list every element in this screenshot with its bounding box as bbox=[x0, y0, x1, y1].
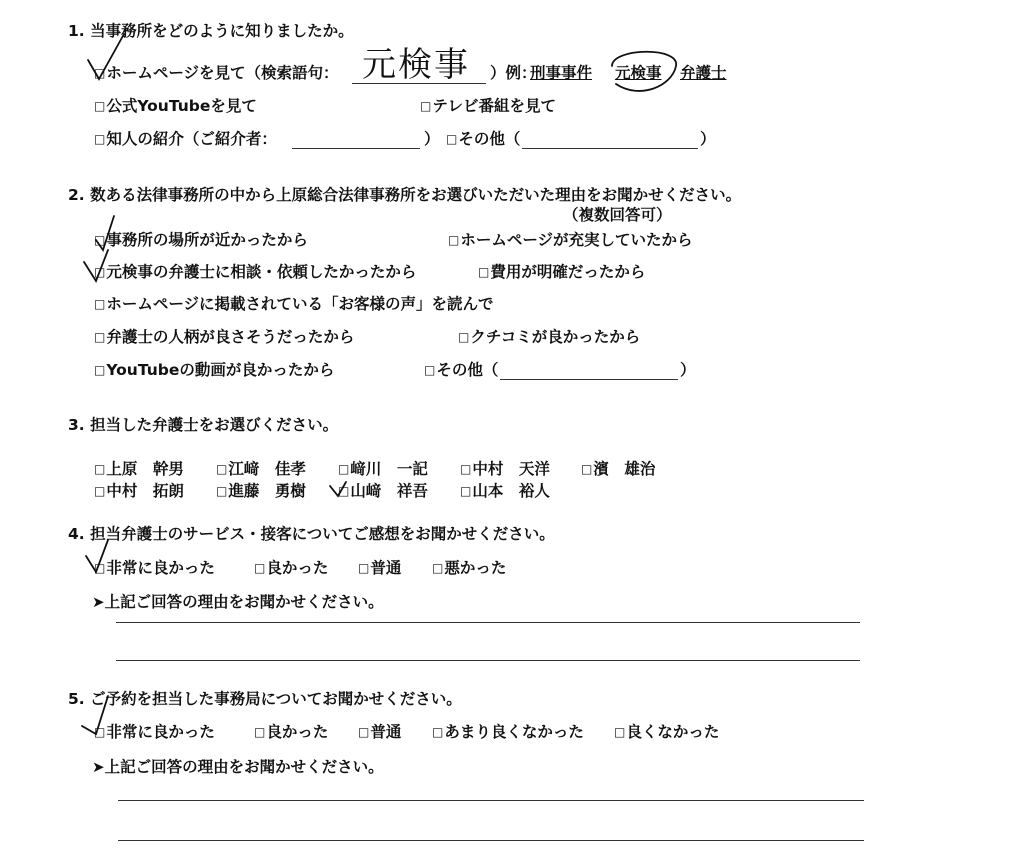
q4-reason-line-2[interactable] bbox=[116, 660, 860, 661]
q3-lawyer-option[interactable] bbox=[94, 462, 184, 478]
checkbox[interactable]: □ bbox=[94, 265, 106, 279]
q3-lawyer-option[interactable] bbox=[94, 484, 184, 500]
q1-example-2: 元検事 bbox=[615, 64, 662, 82]
q1-option-referral[interactable] bbox=[94, 132, 277, 148]
option-label: 弁護士の人柄が良さそうだったから bbox=[106, 328, 355, 346]
q3-title: 3. 担当した弁護士をお選びください。 bbox=[68, 416, 339, 434]
checkbox[interactable]: □ bbox=[424, 363, 436, 377]
option-label: 非常に良かった bbox=[106, 723, 215, 741]
checkbox[interactable]: □ bbox=[432, 561, 444, 575]
q4-reason-line-1[interactable] bbox=[116, 622, 860, 623]
q2-other-close: ） bbox=[680, 361, 696, 379]
q4-option[interactable] bbox=[358, 561, 401, 577]
option-label: 良かった bbox=[266, 723, 329, 741]
q2-title: 2. 数ある法律事務所の中から上原総合法律事務所をお選びいただいた理由をお聞かせください。 bbox=[68, 186, 742, 204]
lawyer-name: 﨑川 一記 bbox=[350, 460, 428, 478]
q2-option-testimonials[interactable] bbox=[94, 297, 494, 313]
lawyer-name: 中村 拓朗 bbox=[106, 482, 184, 500]
lawyer-name: 中村 天洋 bbox=[472, 460, 550, 478]
q5-reason-line-1[interactable] bbox=[118, 800, 864, 801]
option-label: ホームページに掲載されている「お客様の声」を読んで bbox=[106, 295, 494, 313]
option-label: 公式YouTubeを見て bbox=[106, 97, 257, 115]
option-label: 事務所の場所が近かったから bbox=[106, 231, 308, 249]
q4-option[interactable] bbox=[94, 561, 215, 577]
checkbox[interactable]: □ bbox=[94, 561, 106, 575]
checkbox[interactable]: □ bbox=[338, 484, 350, 498]
lawyer-name: 進藤 勇樹 bbox=[228, 482, 306, 500]
option-label: 費用が明確だったから bbox=[490, 263, 646, 281]
q3-lawyer-option[interactable] bbox=[581, 462, 655, 478]
q2-note: （複数回答可） bbox=[563, 206, 672, 224]
option-label: 元検事の弁護士に相談・依頼したかったから bbox=[106, 263, 417, 281]
q5-option[interactable] bbox=[254, 725, 328, 741]
q2-option-homepage-full[interactable] bbox=[448, 233, 693, 249]
arrow-icon: ➤ bbox=[92, 593, 105, 611]
checkbox[interactable]: □ bbox=[458, 330, 470, 344]
checkbox[interactable]: □ bbox=[432, 725, 444, 739]
search-term-underline bbox=[352, 83, 486, 84]
checkbox[interactable]: □ bbox=[94, 66, 106, 80]
q4-reason-prompt bbox=[92, 595, 384, 611]
checkbox[interactable]: □ bbox=[446, 132, 458, 146]
option-label: あまり良くなかった bbox=[444, 723, 584, 741]
q5-reason-line-2[interactable] bbox=[118, 840, 864, 841]
lawyer-name: 山本 裕人 bbox=[472, 482, 550, 500]
checkbox[interactable]: □ bbox=[358, 725, 370, 739]
q4-title: 4. 担当弁護士のサービス・接客についてご感想をお聞かせください。 bbox=[68, 525, 555, 543]
q1-title: 1. 当事務所をどのように知りましたか。 bbox=[68, 22, 354, 40]
checkbox[interactable]: □ bbox=[94, 233, 106, 247]
q3-lawyer-option[interactable] bbox=[216, 462, 306, 478]
q5-reason-prompt bbox=[92, 760, 384, 776]
checkbox[interactable]: □ bbox=[581, 462, 593, 476]
q1-other-close: ） bbox=[700, 130, 716, 148]
checkbox[interactable]: □ bbox=[94, 363, 106, 377]
lawyer-name: 山﨑 祥吾 bbox=[350, 482, 428, 500]
q3-lawyer-option[interactable] bbox=[460, 484, 550, 500]
prompt-label: 上記ご回答の理由をお聞かせください。 bbox=[104, 593, 384, 611]
referral-blank-line[interactable] bbox=[292, 148, 420, 149]
checkbox[interactable]: □ bbox=[94, 484, 106, 498]
checkbox[interactable]: □ bbox=[94, 462, 106, 476]
option-label: YouTubeの動画が良かったから bbox=[106, 361, 335, 379]
q3-lawyer-option[interactable] bbox=[460, 462, 550, 478]
lawyer-name: 濱 雄治 bbox=[593, 460, 656, 478]
q2-option-fees[interactable] bbox=[478, 265, 645, 281]
q5-option[interactable] bbox=[432, 725, 584, 741]
checkbox[interactable]: □ bbox=[478, 265, 490, 279]
option-label: その他（ bbox=[436, 361, 499, 379]
q2-option-location[interactable] bbox=[94, 233, 308, 249]
q5-title: 5. ご予約を担当した事務局についてお聞かせください。 bbox=[68, 690, 462, 708]
q3-lawyer-option[interactable] bbox=[338, 462, 428, 478]
q4-option[interactable] bbox=[254, 561, 328, 577]
checkbox[interactable]: □ bbox=[460, 484, 472, 498]
option-label: ホームページを見て（検索語句： bbox=[106, 64, 339, 82]
checkbox[interactable]: □ bbox=[420, 99, 432, 113]
option-label: 知人の紹介（ご紹介者： bbox=[106, 130, 277, 148]
option-label: その他（ bbox=[458, 130, 521, 148]
checkbox[interactable]: □ bbox=[254, 561, 266, 575]
checkbox[interactable]: □ bbox=[94, 132, 106, 146]
q2-option-other[interactable] bbox=[424, 363, 498, 379]
checkbox[interactable]: □ bbox=[448, 233, 460, 247]
checkbox[interactable]: □ bbox=[358, 561, 370, 575]
q2-option-youtube[interactable] bbox=[94, 363, 334, 379]
option-label: 良かった bbox=[266, 559, 329, 577]
prompt-label: 上記ご回答の理由をお聞かせください。 bbox=[104, 758, 384, 776]
q1-option-homepage[interactable] bbox=[94, 66, 339, 82]
option-label: テレビ番組を見て bbox=[432, 97, 557, 115]
q5-option[interactable] bbox=[94, 725, 215, 741]
q1-other-blank-line[interactable] bbox=[522, 148, 698, 149]
q4-option[interactable] bbox=[432, 561, 506, 577]
q1-option-other[interactable] bbox=[446, 132, 520, 148]
q1-option-youtube[interactable] bbox=[94, 99, 257, 115]
q1-example-label: ）例： bbox=[490, 64, 537, 82]
lawyer-name: 江﨑 佳孝 bbox=[228, 460, 306, 478]
arrow-icon: ➤ bbox=[92, 758, 105, 776]
option-label: 良くなかった bbox=[626, 723, 720, 741]
q1-example-1: 刑事事件 bbox=[530, 64, 593, 82]
q1-option-tv[interactable] bbox=[420, 99, 556, 115]
checkbox[interactable]: □ bbox=[216, 462, 228, 476]
option-label: ホームページが充実していたから bbox=[460, 231, 693, 249]
q1-referral-close: ） bbox=[424, 130, 440, 148]
q5-option[interactable] bbox=[614, 725, 719, 741]
checkbox[interactable]: □ bbox=[460, 462, 472, 476]
checkbox[interactable]: □ bbox=[216, 484, 228, 498]
q2-option-reviews[interactable] bbox=[458, 330, 640, 346]
checkbox[interactable]: □ bbox=[614, 725, 626, 739]
option-label: 非常に良かった bbox=[106, 559, 215, 577]
option-label: 普通 bbox=[370, 559, 402, 577]
q2-other-blank-line[interactable] bbox=[500, 379, 678, 380]
checkbox[interactable]: □ bbox=[94, 297, 106, 311]
checkbox[interactable]: □ bbox=[94, 330, 106, 344]
q2-option-personality[interactable] bbox=[94, 330, 354, 346]
option-label: 普通 bbox=[370, 723, 402, 741]
checkbox[interactable]: □ bbox=[94, 725, 106, 739]
checkbox[interactable]: □ bbox=[338, 462, 350, 476]
checkbox[interactable]: □ bbox=[254, 725, 266, 739]
lawyer-name: 上原 幹男 bbox=[106, 460, 184, 478]
checkbox[interactable]: □ bbox=[94, 99, 106, 113]
option-label: クチコミが良かったから bbox=[470, 328, 641, 346]
q3-lawyer-option[interactable] bbox=[216, 484, 306, 500]
option-label: 悪かった bbox=[444, 559, 507, 577]
q5-option[interactable] bbox=[358, 725, 401, 741]
q3-lawyer-option[interactable] bbox=[338, 484, 428, 500]
q2-option-ex-prosecutor[interactable] bbox=[94, 265, 416, 281]
q1-example-3: 弁護士 bbox=[680, 64, 727, 82]
handwritten-search-term: 元検事 bbox=[362, 45, 470, 85]
